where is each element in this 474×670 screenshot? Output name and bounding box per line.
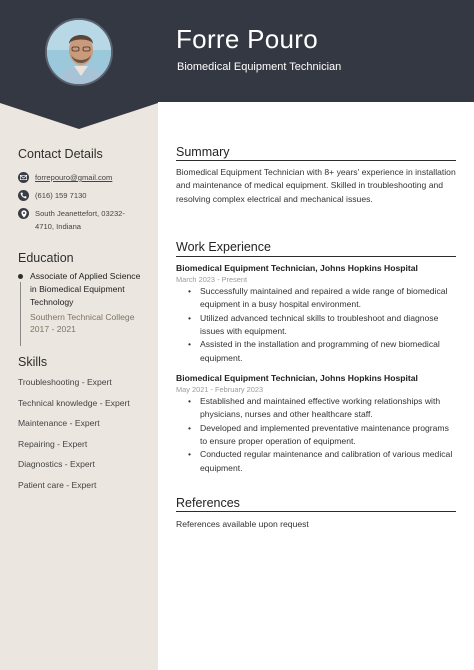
address-line-2: 4710, Indiana <box>35 222 82 232</box>
timeline-dot <box>18 274 23 279</box>
location-pin-icon <box>18 208 29 219</box>
education-heading: Education <box>18 251 74 265</box>
job-bullet: • Assisted in the installation and programming of new biomedical equipment. <box>188 338 458 365</box>
job-dates: March 2023 - Present <box>176 275 248 284</box>
job-bullet: • Successfully maintained and repaired a wide range of biomedical equipment in a busy hospital environment. <box>188 285 458 312</box>
job-title: Biomedical Equipment Technician, Johns Hopkins Hospital <box>176 263 418 273</box>
timeline-line <box>20 282 21 346</box>
header-chevron <box>0 101 158 130</box>
address-line-1: South Jeanettefort, 03232- <box>35 209 125 218</box>
job-bullet: • Established and maintained effective working relationships with physicians, nurses and other healthcare staff. <box>188 395 458 422</box>
avatar <box>45 18 113 86</box>
job-bullet-list <box>188 395 458 475</box>
job-title: Biomedical Equipment Technician, Johns Hopkins Hospital <box>176 373 418 383</box>
summary-heading: Summary <box>176 145 230 159</box>
skill-item: Patient care - Expert <box>18 480 97 490</box>
phone-icon <box>18 190 29 201</box>
candidate-name: Forre Pouro <box>176 24 319 54</box>
experience-heading: Work Experience <box>176 240 271 254</box>
job-bullet: • Developed and implemented preventative maintenance programs to ensure proper operation of equipment. <box>188 422 458 449</box>
contact-address-row <box>18 207 125 234</box>
section-divider <box>176 160 456 161</box>
section-divider <box>176 511 456 512</box>
skill-item: Troubleshooting - Expert <box>18 377 112 387</box>
email-link[interactable]: forrepouro@gmail.com <box>35 173 113 182</box>
summary-text: Biomedical Equipment Technician with 8+ years' experience in installation and maintenance of medical equipment. Skilled in troubleshooting and resolving complex electrical and mechanical issues. <box>176 167 456 204</box>
job-bullet-list <box>188 285 458 365</box>
education-years: 2017 - 2021 <box>30 324 76 334</box>
skill-item: Technical knowledge - Expert <box>18 398 130 408</box>
contact-phone-row <box>18 189 87 202</box>
phone-number: (616) 159 7130 <box>35 191 87 200</box>
education-school: Southern Technical College <box>30 312 135 322</box>
skill-item: Diagnostics - Expert <box>18 459 95 469</box>
job-bullet: • Conducted regular maintenance and calibration of various medical equipment. <box>188 448 458 475</box>
job-bullet: • Utilized advanced technical skills to troubleshoot and diagnose issues with equipment. <box>188 312 458 339</box>
contact-email-row[interactable] <box>18 171 112 184</box>
contact-heading: Contact Details <box>18 147 103 161</box>
job-dates: May 2021 - February 2023 <box>176 385 264 394</box>
address <box>35 207 125 234</box>
section-divider <box>176 256 456 257</box>
references-text: References available upon request <box>176 519 309 529</box>
references-heading: References <box>176 496 240 510</box>
email-icon <box>18 172 29 183</box>
candidate-title: Biomedical Equipment Technician <box>177 61 342 73</box>
skill-item: Repairing - Expert <box>18 439 88 449</box>
education-degree: Associate of Applied Science in Biomedical Equipment Technology <box>30 271 141 307</box>
skill-item: Maintenance - Expert <box>18 418 100 428</box>
skills-heading: Skills <box>18 355 48 369</box>
